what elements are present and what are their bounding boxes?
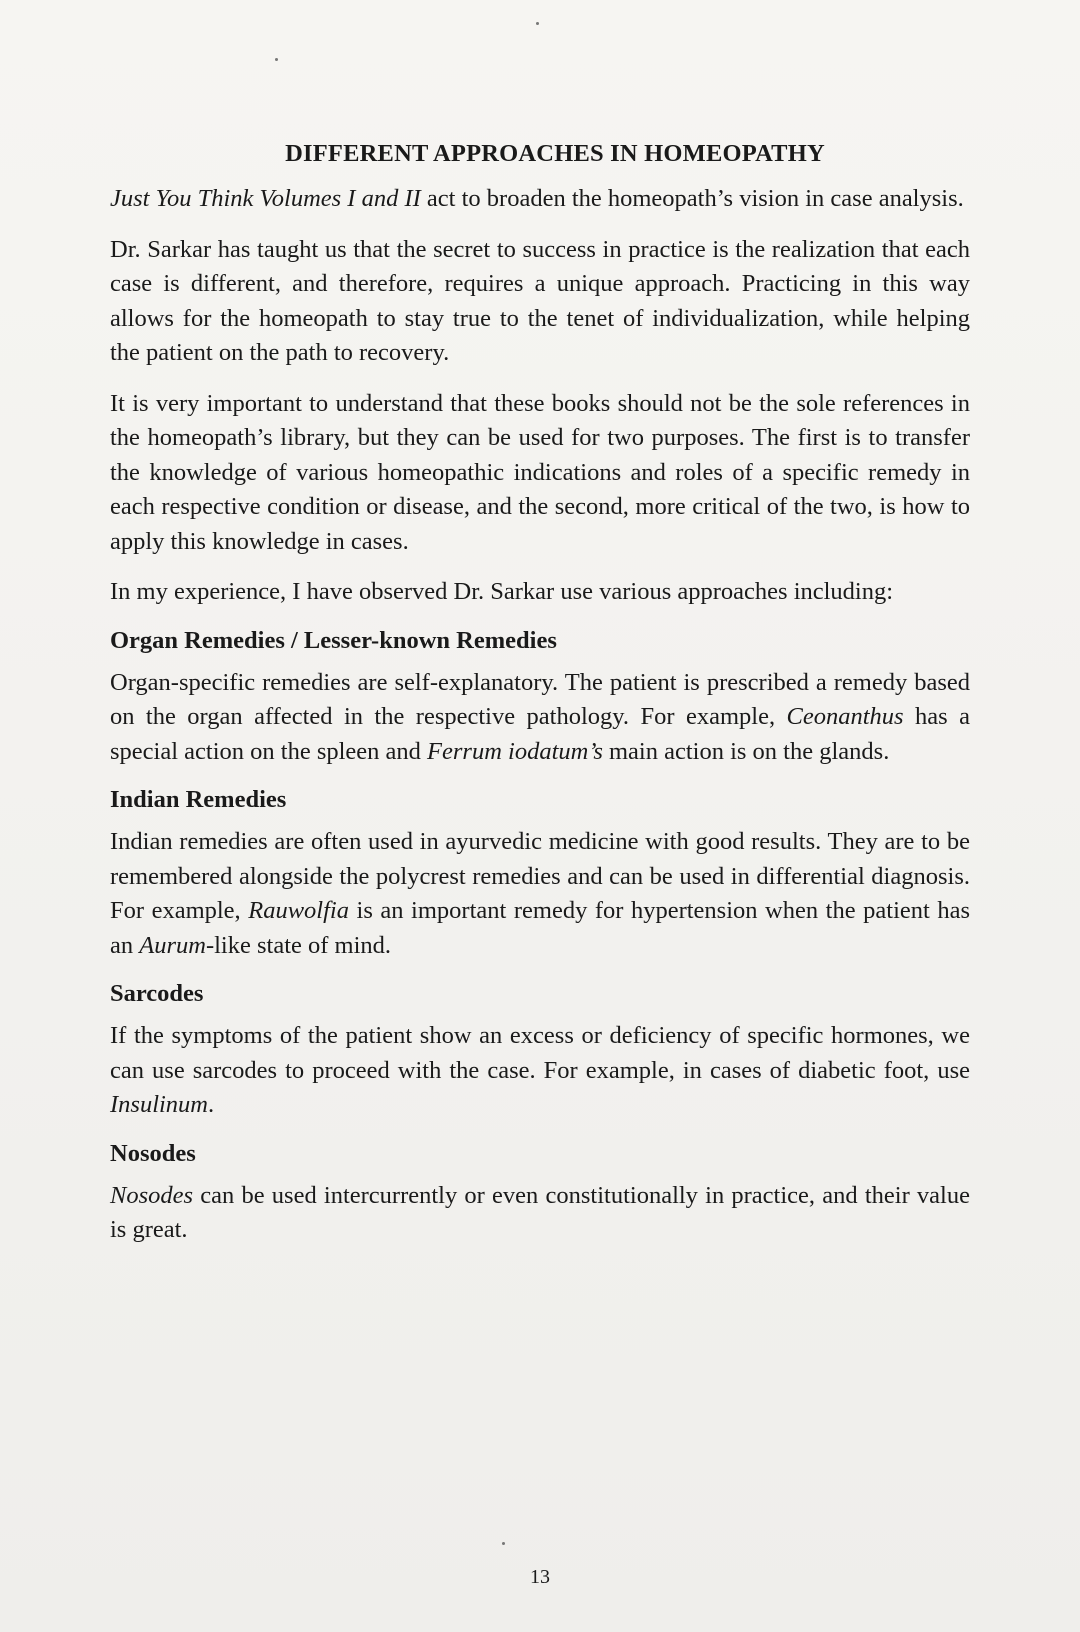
indian-remedies-heading: Indian Remedies: [110, 786, 287, 813]
indian-remedy-aurum: Aurum: [139, 931, 206, 959]
indian-text-2: is an important remedy for hypertension when the patient has an: [110, 897, 970, 959]
page-content: [110, 140, 970, 1248]
organ-remedies-paragraph: [110, 666, 970, 770]
paper-speck: [275, 58, 278, 61]
organ-text-2: has a special action on the spleen and: [110, 703, 970, 765]
organ-remedies-heading: Organ Remedies / Lesser-known Remedies: [110, 626, 557, 654]
sarcodes-heading: Sarcodes: [110, 980, 204, 1007]
nosodes-paragraph: [110, 1179, 970, 1248]
sarcodes-text-2: .: [208, 1091, 215, 1118]
page-number: 13: [530, 1566, 550, 1588]
sarkar-paragraph: Dr. Sarkar has taught us that the secret to success in practice is the realization that each case is different, and therefore, requires a unique approach. Practicing in this way allows for the homeopath to stay true to the tenet of individualization, while helping the patient on the path to recovery.: [110, 235, 970, 366]
sarcodes-text-1: If the symptoms of the patient show an excess or deficiency of specific hormones, we can use sarcodes to proceed with the case. For example, in cases of diabetic foot, use: [110, 1022, 970, 1084]
nosodes-term: Nosodes: [110, 1181, 194, 1209]
indian-text-1: Indian remedies are often used in ayurvedic medicine with good results. They are to be remembered alongside the polycrest remedies and can be used in differential diagnosis. For example,: [110, 828, 970, 924]
paper-speck: [502, 1542, 505, 1545]
intro-text: act to broaden the homeopath’s vision in case analysis.: [420, 185, 964, 212]
indian-text-3: -like state of mind.: [205, 931, 392, 959]
intro-paragraph: [110, 182, 970, 217]
sarcodes-remedy-insulinum: Insulinum: [110, 1091, 208, 1118]
organ-text-3: main action is on the glands.: [602, 737, 890, 765]
paper-speck: [536, 22, 539, 25]
indian-remedy-rauwolfia: Rauwolfia: [248, 897, 349, 924]
page-title: DIFFERENT APPROACHES IN HOMEOPATHY: [285, 140, 825, 167]
organ-remedy-ceonanthus: Ceonanthus: [786, 703, 904, 730]
book-title: Just You Think Volumes I and II: [110, 185, 421, 212]
organ-remedy-ferrum: Ferrum iodatum’s: [427, 737, 603, 765]
nosodes-heading: Nosodes: [110, 1139, 196, 1167]
books-paragraph: It is very important to understand that these books should not be the sole references in the homeopath’s library, but they can be used for two purposes. The first is to transfer the knowledge of various homeopathic indications and roles of a specific remedy in each respective condition or disease, and the second, more critical of the two, is how to apply this knowledge in cases.: [110, 389, 970, 555]
sarcodes-paragraph: [110, 1019, 970, 1123]
experience-paragraph: In my experience, I have observed Dr. Sarkar use various approaches including:: [110, 578, 894, 605]
indian-remedies-paragraph: [110, 825, 970, 963]
nosodes-text-1: can be used intercurrently or even constitutionally in practice, and their value is great.: [110, 1181, 970, 1243]
organ-text-1: Organ-specific remedies are self-explanatory. The patient is prescribed a remedy based on the organ affected in the respective pathology. For example,: [110, 668, 970, 730]
